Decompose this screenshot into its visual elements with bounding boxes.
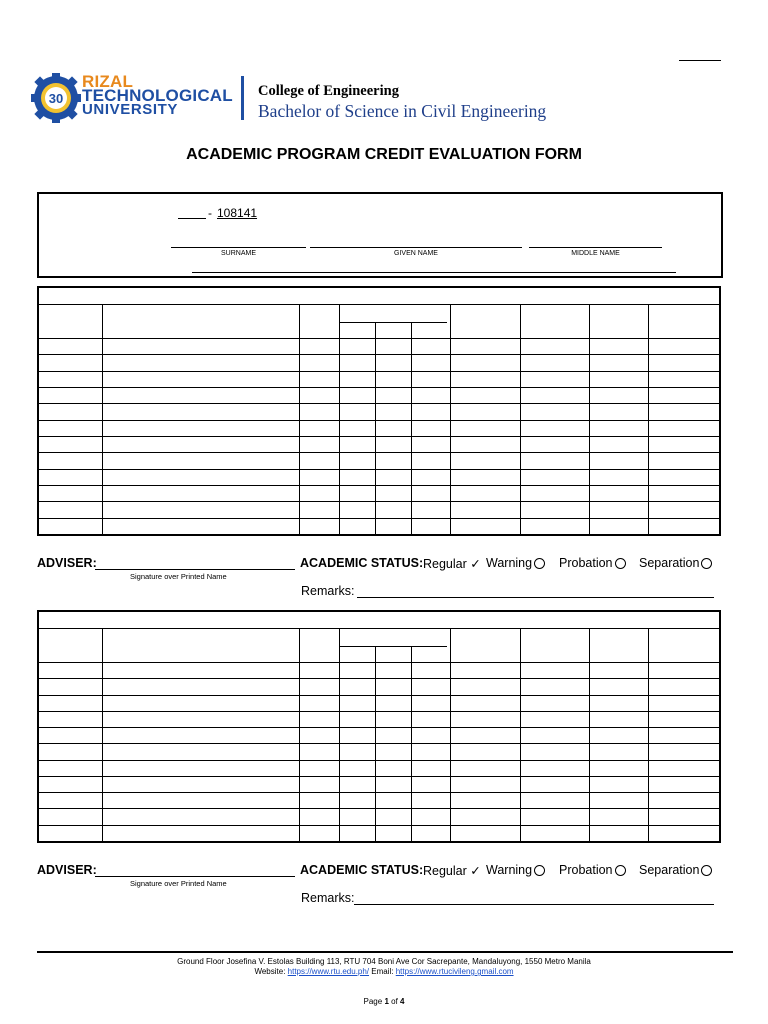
- remarks-field[interactable]: [357, 597, 714, 598]
- grade-table-2: [37, 610, 721, 843]
- table-column-rule: [102, 304, 103, 534]
- status-warning-option[interactable]: [486, 863, 545, 877]
- separation-radio-icon[interactable]: [701, 865, 712, 876]
- remarks-label: Remarks:: [301, 584, 355, 598]
- table-column-rule: [411, 646, 412, 841]
- given-name-label: GIVEN NAME: [394, 250, 438, 257]
- table-row-rule: [39, 436, 719, 437]
- table-column-rule: [520, 628, 521, 841]
- academic-status-label: ACADEMIC STATUS:: [300, 556, 424, 570]
- form-title: ACADEMIC PROGRAM CREDIT EVALUATION FORM: [186, 146, 582, 163]
- table-column-rule: [648, 628, 649, 841]
- table-subheader-rule: [339, 646, 447, 647]
- footer-contact: [0, 967, 768, 976]
- table-row-rule: [39, 387, 719, 388]
- status-probation-option[interactable]: [559, 556, 626, 570]
- signature-caption: Signature over Printed Name: [130, 879, 227, 888]
- table-row-rule: [39, 808, 719, 809]
- student-info-box: [37, 192, 723, 278]
- table-row-rule: [39, 403, 719, 404]
- page-indicator: [0, 997, 768, 1006]
- header-divider: [241, 76, 244, 120]
- adviser-label: ADVISER:: [37, 556, 97, 570]
- logo-line-rizal: RIZAL: [82, 72, 134, 91]
- middle-name-field[interactable]: [529, 247, 662, 248]
- seal-number: 30: [48, 91, 64, 106]
- table-column-rule: [375, 322, 376, 534]
- table-row-rule: [39, 727, 719, 728]
- status-separation-label: Separation: [639, 556, 700, 570]
- table-row-rule: [39, 760, 719, 761]
- status-probation-option[interactable]: [559, 863, 626, 877]
- table-row-rule: [39, 371, 719, 372]
- remarks-field[interactable]: [354, 904, 714, 905]
- table-column-rule: [450, 628, 451, 841]
- table-header-rule: [39, 662, 719, 663]
- table-row-rule: [39, 695, 719, 696]
- probation-radio-icon[interactable]: [615, 865, 626, 876]
- email-link[interactable]: https://www.rtucivileng.gmail.com: [395, 967, 514, 976]
- status-separation-option[interactable]: [639, 863, 712, 877]
- top-right-rule: [679, 60, 721, 61]
- table-row-rule: [39, 743, 719, 744]
- table-row-rule: [39, 518, 719, 519]
- status-regular-label: Regular ✓: [423, 557, 481, 571]
- university-wordmark: [82, 72, 233, 118]
- status-regular-label: Regular ✓: [423, 864, 481, 878]
- table-column-rule: [520, 304, 521, 534]
- adviser-signature-field[interactable]: [95, 569, 295, 570]
- table-row-rule: [39, 469, 719, 470]
- status-warning-label: Warning: [486, 556, 533, 570]
- logo-line-university: UNIVERSITY: [82, 101, 179, 118]
- table-column-rule: [411, 322, 412, 534]
- logo-line-technological: TECHNOLOGICAL: [82, 86, 233, 105]
- status-probation-label: Probation: [559, 556, 613, 570]
- table-column-rule: [299, 628, 300, 841]
- given-name-field[interactable]: [310, 247, 522, 248]
- email-label: Email:: [371, 967, 394, 976]
- footer-address: Ground Floor Josefina V. Estolas Building 113, RTU 704 Boni Ave Cor Sacrepante, Mandaluyong, 1550 Metro Manila: [177, 957, 591, 966]
- page-of: of: [391, 997, 398, 1006]
- table-row-rule: [39, 354, 719, 355]
- table-column-rule: [375, 646, 376, 841]
- table-subheader-rule: [339, 322, 447, 323]
- table-header-rule: [39, 338, 719, 339]
- footer-rule: [37, 951, 733, 953]
- adviser-signature-field[interactable]: [95, 876, 295, 877]
- table-column-rule: [299, 304, 300, 534]
- surname-field[interactable]: [171, 247, 306, 248]
- student-extra-field[interactable]: [192, 272, 676, 273]
- table-row-rule: [39, 792, 719, 793]
- table-row-rule: [39, 501, 719, 502]
- adviser-label: ADVISER:: [37, 863, 97, 877]
- table-column-rule: [339, 628, 340, 841]
- remarks-label: Remarks:: [301, 891, 355, 905]
- status-regular-option[interactable]: [423, 556, 481, 571]
- surname-label: SURNAME: [220, 250, 256, 257]
- status-probation-label: Probation: [559, 863, 613, 877]
- university-seal-icon: [30, 72, 82, 124]
- status-warning-option[interactable]: [486, 556, 545, 570]
- table-row-rule: [39, 420, 719, 421]
- table-row-rule: [39, 711, 719, 712]
- id-dash: -: [208, 206, 212, 220]
- table-title-row-rule: [39, 304, 719, 305]
- status-separation-option[interactable]: [639, 556, 712, 570]
- table-row-rule: [39, 485, 719, 486]
- status-separation-label: Separation: [639, 863, 700, 877]
- page-prefix: Page: [363, 997, 383, 1006]
- academic-status-label: ACADEMIC STATUS:: [300, 863, 424, 877]
- table-column-rule: [102, 628, 103, 841]
- table-column-rule: [339, 304, 340, 534]
- table-title-row-rule: [39, 628, 719, 629]
- website-link[interactable]: https://www.rtu.edu.ph/: [287, 967, 370, 976]
- status-regular-option[interactable]: [423, 863, 481, 878]
- warning-radio-icon[interactable]: [534, 865, 545, 876]
- middle-name-label: MIDDLE NAME: [571, 250, 620, 257]
- table-row-rule: [39, 825, 719, 826]
- college-name: College of Engineering: [258, 83, 399, 99]
- website-label: Website:: [254, 967, 286, 976]
- probation-radio-icon[interactable]: [615, 558, 626, 569]
- table-row-rule: [39, 776, 719, 777]
- grade-table-1: [37, 286, 721, 536]
- table-column-rule: [589, 628, 590, 841]
- table-column-rule: [450, 304, 451, 534]
- program-name: Bachelor of Science in Civil Engineering: [258, 101, 547, 121]
- table-column-rule: [589, 304, 590, 534]
- table-row-rule: [39, 678, 719, 679]
- warning-radio-icon[interactable]: [534, 558, 545, 569]
- table-row-rule: [39, 452, 719, 453]
- page-current: 1: [384, 997, 389, 1006]
- table-column-rule: [648, 304, 649, 534]
- id-prefix-field[interactable]: [178, 218, 206, 219]
- page-total: 4: [400, 997, 405, 1006]
- signature-caption: Signature over Printed Name: [130, 572, 227, 581]
- student-id-number: 108141: [217, 206, 258, 220]
- status-warning-label: Warning: [486, 863, 533, 877]
- separation-radio-icon[interactable]: [701, 558, 712, 569]
